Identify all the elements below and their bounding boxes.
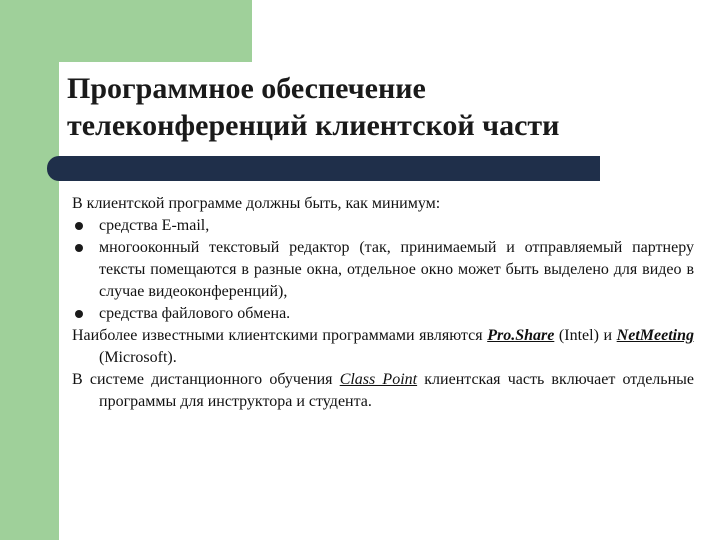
bullet-item [72,303,694,325]
bullet-text: средства E-mail, [99,217,210,234]
decorative-green-block-left [0,62,59,540]
known-suffix: (Microsoft). [99,349,177,366]
product-link-classpoint: Class Point [339,371,418,388]
bullet-text: многооконный текстовый редактор (так, принимаемый и отправляемый партнеру тексты помещаются в разные окна, отдельное окно может быть выделено для видео в случае видеоконференций), [99,239,694,300]
slide-body [72,193,694,413]
bullet-item [72,237,694,303]
slide-title [67,70,559,144]
bullet-text: средства файлового обмена. [99,305,291,322]
known-middle: (Intel) и [554,327,617,344]
slide-title-line-1: Программное обеспечение [67,72,426,105]
distance-suffix: клиентская часть включает отдельные программы для инструктора и студента. [99,371,694,410]
bullet-item [72,215,694,237]
decorative-green-block-top [0,0,252,62]
known-programs-paragraph [72,325,694,369]
slide-title-line-2: телеконференций клиентской части [67,109,560,142]
distance-learning-paragraph [72,369,694,413]
distance-prefix: В системе дистанционного обучения [72,371,340,388]
title-divider-bar [47,156,600,181]
known-prefix: Наиболее известными клиентскими программами являются [72,327,488,344]
bullet-icon [75,222,83,230]
bullet-icon [75,310,83,318]
product-link-proshare: Pro.Share [487,327,555,344]
intro-text: В клиентской программе должны быть, как минимум: [72,195,441,212]
product-link-netmeeting: NetMeeting [616,327,694,344]
bullet-icon [75,244,83,252]
